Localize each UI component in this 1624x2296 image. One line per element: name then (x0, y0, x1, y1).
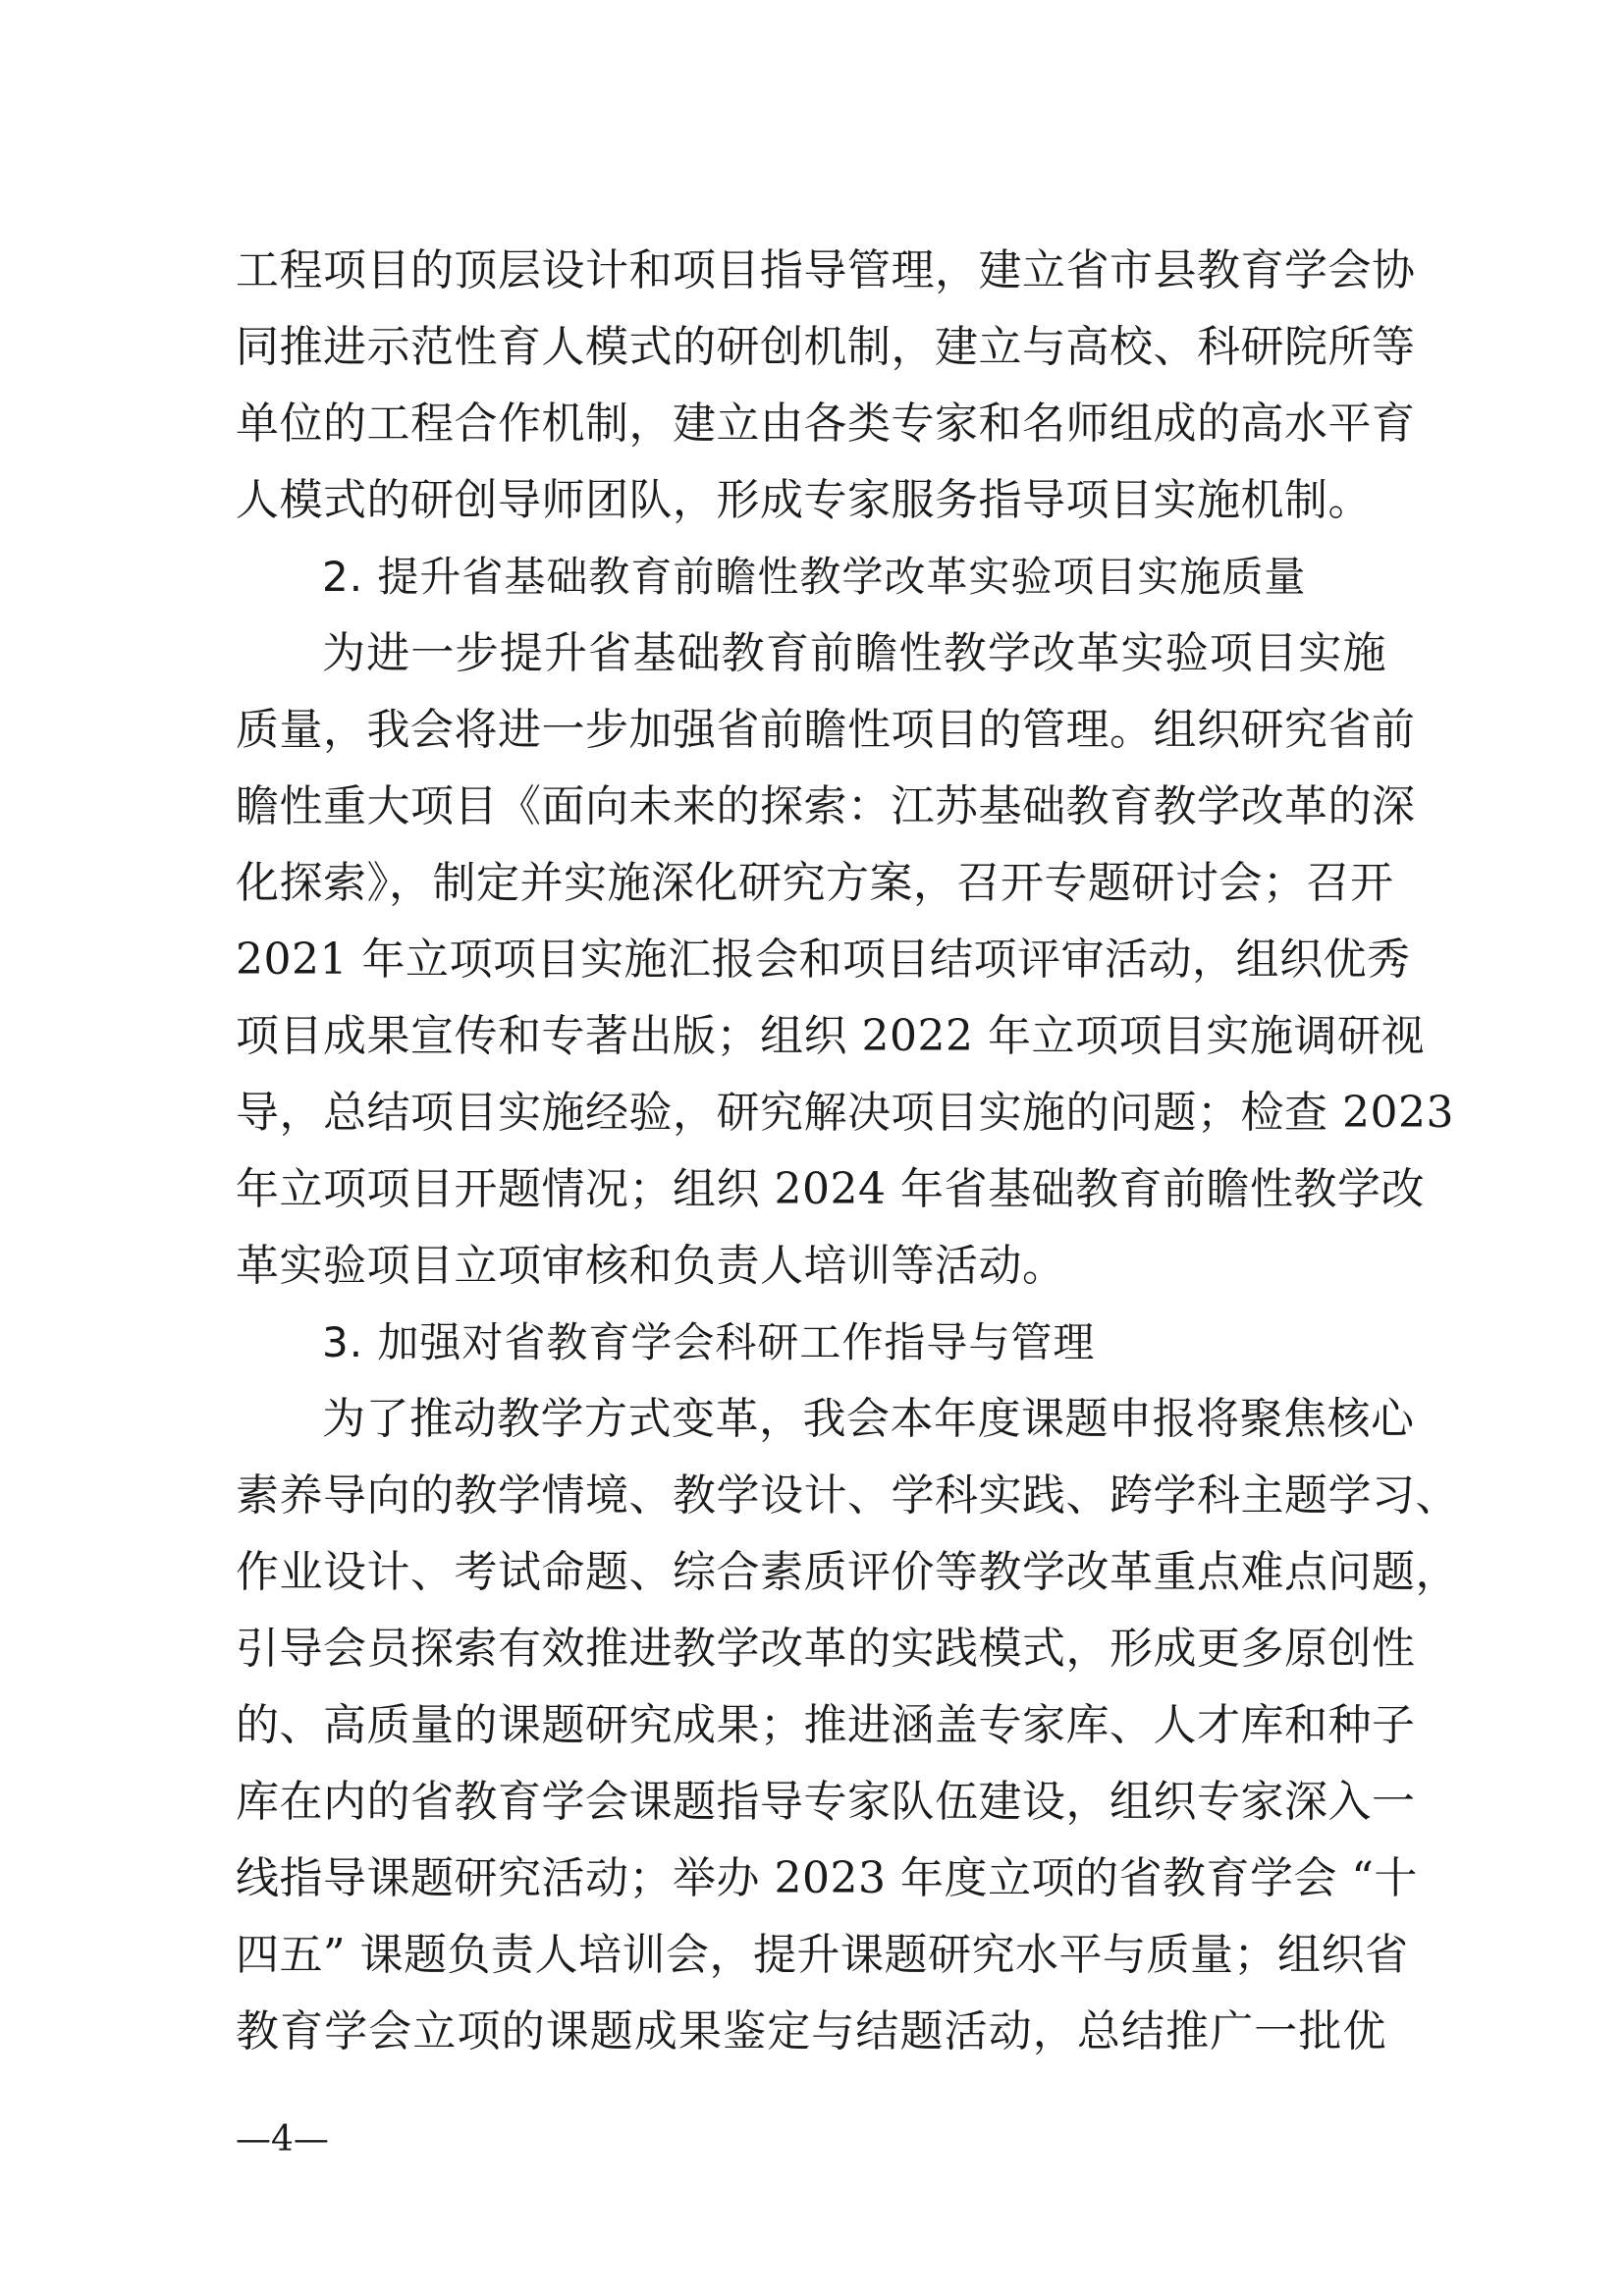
paragraph-line: 年立项项目开题情况；组织 2024 年省基础教育前瞻性教学改 (236, 1164, 1425, 1214)
paragraph-line: 作业设计、考试命题、综合素质评价等教学改革重点难点问题， (236, 1547, 1459, 1597)
paragraph-line: 教育学会立项的课题成果鉴定与结题活动，总结推广一批优 (236, 2006, 1386, 2056)
paragraph-line: 项目成果宣传和专著出版；组织 2022 年立项项目实施调研视 (236, 1011, 1425, 1061)
paragraph-line: 单位的工程合作机制，建立由各类专家和名师组成的高水平育 (236, 399, 1416, 449)
paragraph-line: 的、高质量的课题研究成果；推进涵盖专家库、人才库和种子 (236, 1700, 1416, 1750)
paragraph-line: 为了推动教学方式变革，我会本年度课题申报将聚焦核心 (322, 1394, 1415, 1444)
paragraph-line: 革实验项目立项审核和负责人培训等活动。 (236, 1241, 1066, 1291)
paragraph-line: 为进一步提升省基础教育前瞻性教学改革实验项目实施 (322, 628, 1386, 678)
paragraph-line: 瞻性重大项目《面向未来的探索：江苏基础教育教学改革的深 (236, 781, 1416, 831)
section-heading: 2. 提升省基础教育前瞻性教学改革实验项目实施质量 (322, 553, 1307, 601)
paragraph-line: 质量，我会将进一步加强省前瞻性项目的管理。组织研究省前 (236, 705, 1416, 755)
section-heading: 3. 加强对省教育学会科研工作指导与管理 (322, 1318, 1096, 1366)
paragraph-line: 2021 年立项项目实施汇报会和项目结项评审活动，组织优秀 (236, 934, 1411, 985)
paragraph-line: 同推进示范性育人模式的研创机制，建立与高校、科研院所等 (236, 322, 1416, 372)
page-number: —4— (236, 2119, 329, 2160)
paragraph-line: 四五” 课题负责人培训会，提升课题研究水平与质量；组织省 (236, 1930, 1409, 1980)
paragraph-line: 导，总结项目实施经验，研究解决项目实施的问题；检查 2023 (236, 1088, 1454, 1138)
paragraph-line: 人模式的研创导师团队，形成专家服务指导项目实施机制。 (236, 475, 1372, 525)
paragraph-line: 库在内的省教育学会课题指导专家队伍建设，组织专家深入一 (236, 1777, 1416, 1827)
paragraph-line: 工程项目的顶层设计和项目指导管理，建立省市县教育学会协 (236, 245, 1416, 295)
paragraph-line: 素养导向的教学情境、教学设计、学科实践、跨学科主题学习、 (236, 1470, 1459, 1521)
paragraph-line: 引导会员探索有效推进教学改革的实践模式，形成更多原创性 (236, 1624, 1416, 1674)
paragraph-line: 线指导课题研究活动；举办 2023 年度立项的省教育学会 “十 (236, 1853, 1418, 1903)
paragraph-line: 化探索》，制定并实施深化研究方案，召开专题研讨会；召开 (236, 858, 1394, 908)
